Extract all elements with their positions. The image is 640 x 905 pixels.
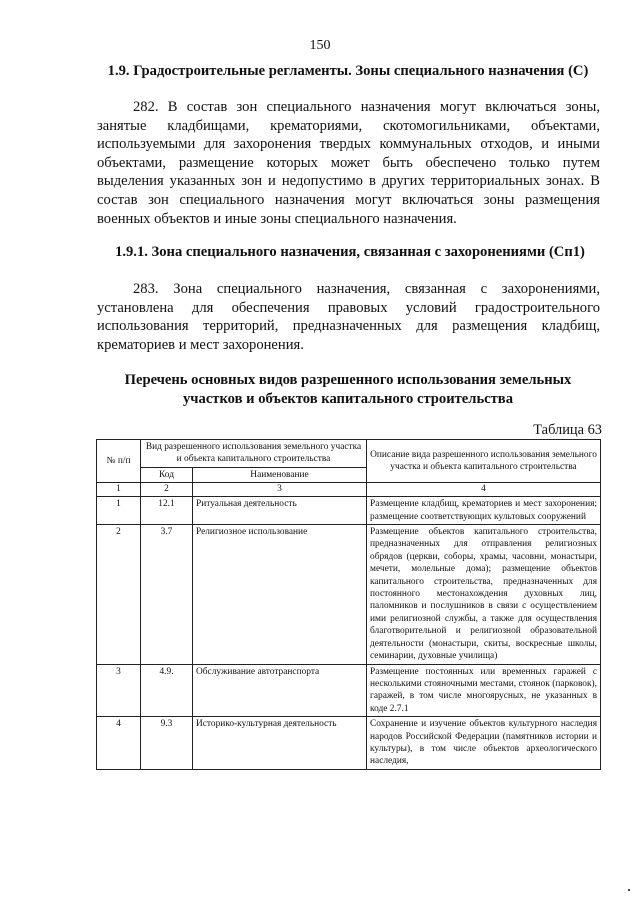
header-kind-group: Вид разрешенного использования земельного участка и объекта капитального строительства [141,440,367,468]
row-code: 3.7 [141,525,193,664]
table-row [97,717,601,770]
row-num: 1 [97,497,141,525]
header-description: Описание вида разрешенного использования земельного участка и объекта капитального строительства [367,440,601,483]
row-num: 4 [97,717,141,770]
column-number-row [97,483,601,497]
page-number: 150 [309,38,331,53]
row-description: Размещение объектов капитального строительства, предназначенных для отправления религиозных обрядов (церкви, соборы, храмы, часовни, монастыри, мечети, молельные дома); размещение объектов капитального строительства, предназначенных для постоянного местонахождения духовных лиц, паломников и послушников в связи с осуществлением ими религиозной службы, а также для осуществления благотворительной и религиозной образовательной деятельности (монастыри, скиты, воскресные школы, семинарии, духовные училища) [367,525,601,664]
row-code: 9.3 [141,717,193,770]
row-description: Размещение постоянных или временных гаражей с несколькими стояночными местами, стоянок (парковок), гаражей, в том числе многоярусных, не указанных в коде 2.7.1 [367,664,601,717]
paragraph-283-text: 283. Зона специального назначения, связанная с захоронениями, установлена для обеспечения правовых условий градостроительного использования территорий, предназначенных для размещения кладбищ, крематориев и мест захоронения. [97,281,600,353]
header-code: Код [141,467,193,482]
table-row [97,497,601,525]
row-name: Религиозное использование [193,525,367,664]
row-code: 12.1 [141,497,193,525]
table-header-row [97,440,601,468]
header-name: Наименование [193,467,367,482]
paragraph-283 [97,280,600,354]
row-num: 3 [97,664,141,717]
scan-speck [628,889,630,891]
column-number: 4 [367,483,601,497]
paragraph-282-text: 282. В состав зон специального назначения могут включаться зоны, занятые кладбищами, крематориями, скотомогильниками, объектами, используемыми для захоронения твердых коммунальных отходов, и иными объектами, размещение которых может быть обеспечено только путем выделения указанных зон и недопустимо в других территориальных зонах. В состав зон специального назначения могут включаться зоны размещения военных объектов и иные зоны специального назначения. [97,99,600,227]
table-row [97,664,601,717]
row-description: Сохранение и изучение объектов культурного наследия народов Российской Федерации (памятников истории и культуры), в том числе объектов археологического наследия, [367,717,601,770]
row-code: 4.9. [141,664,193,717]
table-row [97,525,601,664]
section-heading: 1.9. Градостроительные регламенты. Зоны специального назначения (С) [107,63,589,79]
row-description: Размещение кладбищ, крематориев и мест захоронения; размещение соответствующих культовых сооружений [367,497,601,525]
column-number: 2 [141,483,193,497]
list-title-line2: участков и объектов капитального строительства [183,390,513,407]
subsection-heading: 1.9.1. Зона специального назначения, связанная с захоронениями (Сп1) [115,244,585,260]
list-title-line1: Перечень основных видов разрешенного использования земельных [124,372,572,388]
paragraph-282 [97,98,600,228]
row-name: Обслуживание автотранспорта [193,664,367,717]
regulations-table [96,439,601,770]
table-label: Таблица 63 [533,422,602,438]
column-number: 3 [193,483,367,497]
header-num: № п/п [97,440,141,483]
row-name: Историко-культурная деятельность [193,717,367,770]
list-title [96,371,600,408]
column-number: 1 [97,483,141,497]
row-name: Ритуальная деятельность [193,497,367,525]
row-num: 2 [97,525,141,664]
